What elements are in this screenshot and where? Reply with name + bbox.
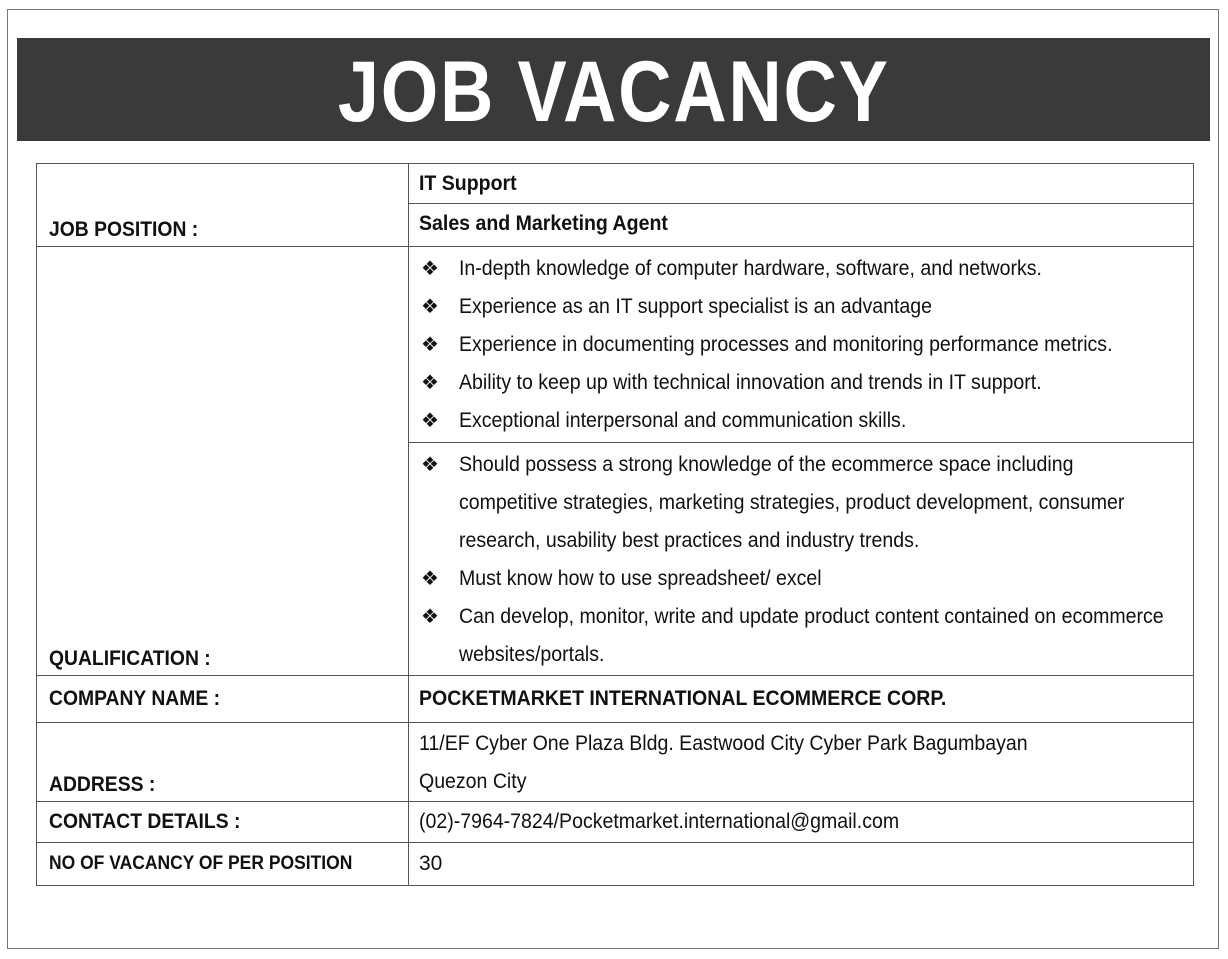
qualification-text: Exceptional interpersonal and communication skills. xyxy=(459,409,907,432)
four-diamond-bullet-icon: ❖ xyxy=(421,258,439,280)
address-value-cell xyxy=(409,723,1194,802)
qualification-item xyxy=(419,326,1193,364)
job-position-value-cell xyxy=(409,164,1194,247)
vacancy-value-cell xyxy=(409,843,1194,886)
qualification-text: Should possess a strong knowledge of the ecommerce space including competitive strategies, marketing strategies, product development, consumer research, usability best practices and industry trends. xyxy=(459,453,1125,552)
qualification-label-cell xyxy=(37,247,409,676)
sales-marketing-list xyxy=(419,446,1193,674)
four-diamond-bullet-icon: ❖ xyxy=(421,606,439,628)
company-label: COMPANY NAME : xyxy=(49,687,221,710)
four-diamond-bullet-icon: ❖ xyxy=(421,410,439,432)
address-line-2: Quezon City xyxy=(419,770,527,793)
qualification-item xyxy=(419,598,1193,674)
contact-label-cell xyxy=(37,802,409,843)
four-diamond-bullet-icon: ❖ xyxy=(421,568,439,590)
vacancy-table xyxy=(36,163,1194,886)
four-diamond-bullet-icon: ❖ xyxy=(421,334,439,356)
four-diamond-bullet-icon: ❖ xyxy=(421,372,439,394)
vacancy-label: NO OF VACANCY OF PER POSITION xyxy=(49,853,353,874)
qualification-row xyxy=(37,247,1194,676)
it-support-qualifications xyxy=(409,247,1193,443)
qualification-item xyxy=(419,402,1193,440)
position-sales-marketing: Sales and Marketing Agent xyxy=(419,212,668,235)
qualification-text: Must know how to use spreadsheet/ excel xyxy=(459,567,822,590)
qualification-item xyxy=(419,560,1193,598)
contact-value-cell xyxy=(409,802,1194,843)
vacancy-label-cell xyxy=(37,843,409,886)
qualification-item xyxy=(419,446,1193,560)
four-diamond-bullet-icon: ❖ xyxy=(421,454,439,476)
qualification-text: In-depth knowledge of computer hardware, software, and networks. xyxy=(459,257,1042,280)
sales-marketing-qualifications xyxy=(409,443,1193,675)
it-support-list xyxy=(419,250,1193,440)
title-banner xyxy=(17,38,1210,141)
contact-row xyxy=(37,802,1194,843)
vacancy-count: 30 xyxy=(419,852,443,875)
qualification-item xyxy=(419,364,1193,402)
company-label-cell xyxy=(37,676,409,723)
vacancy-row xyxy=(37,843,1194,886)
company-row xyxy=(37,676,1194,723)
job-position-label: JOB POSITION : xyxy=(49,218,199,241)
position-it-support: IT Support xyxy=(409,164,1193,204)
page-title: JOB VACANCY xyxy=(337,43,890,140)
company-name: POCKETMARKET INTERNATIONAL ECOMMERCE CORP. xyxy=(419,687,947,710)
qualification-text: Experience as an IT support specialist is an advantage xyxy=(459,295,932,318)
company-value-cell xyxy=(409,676,1194,723)
address-line-1: 11/EF Cyber One Plaza Bldg. Eastwood City Cyber Park Bagumbayan xyxy=(419,732,1028,755)
qualification-text: Ability to keep up with technical innovation and trends in IT support. xyxy=(459,371,1042,394)
address-row xyxy=(37,723,1194,802)
job-position-row xyxy=(37,164,1194,247)
contact-label: CONTACT DETAILS : xyxy=(49,810,241,833)
address-label: ADDRESS : xyxy=(49,773,156,796)
qualification-item xyxy=(419,288,1193,326)
job-position-label-cell xyxy=(37,164,409,247)
four-diamond-bullet-icon: ❖ xyxy=(421,296,439,318)
qualification-value-cell xyxy=(409,247,1194,676)
qualification-text: Can develop, monitor, write and update product content contained on ecommerce websites/portals. xyxy=(459,605,1164,666)
qualification-label: QUALIFICATION : xyxy=(49,647,211,670)
contact-details: (02)-7964-7824/Pocketmarket.international@gmail.com xyxy=(419,810,900,833)
address-label-cell xyxy=(37,723,409,802)
qualification-item xyxy=(419,250,1193,288)
qualification-text: Experience in documenting processes and monitoring performance metrics. xyxy=(459,333,1113,356)
